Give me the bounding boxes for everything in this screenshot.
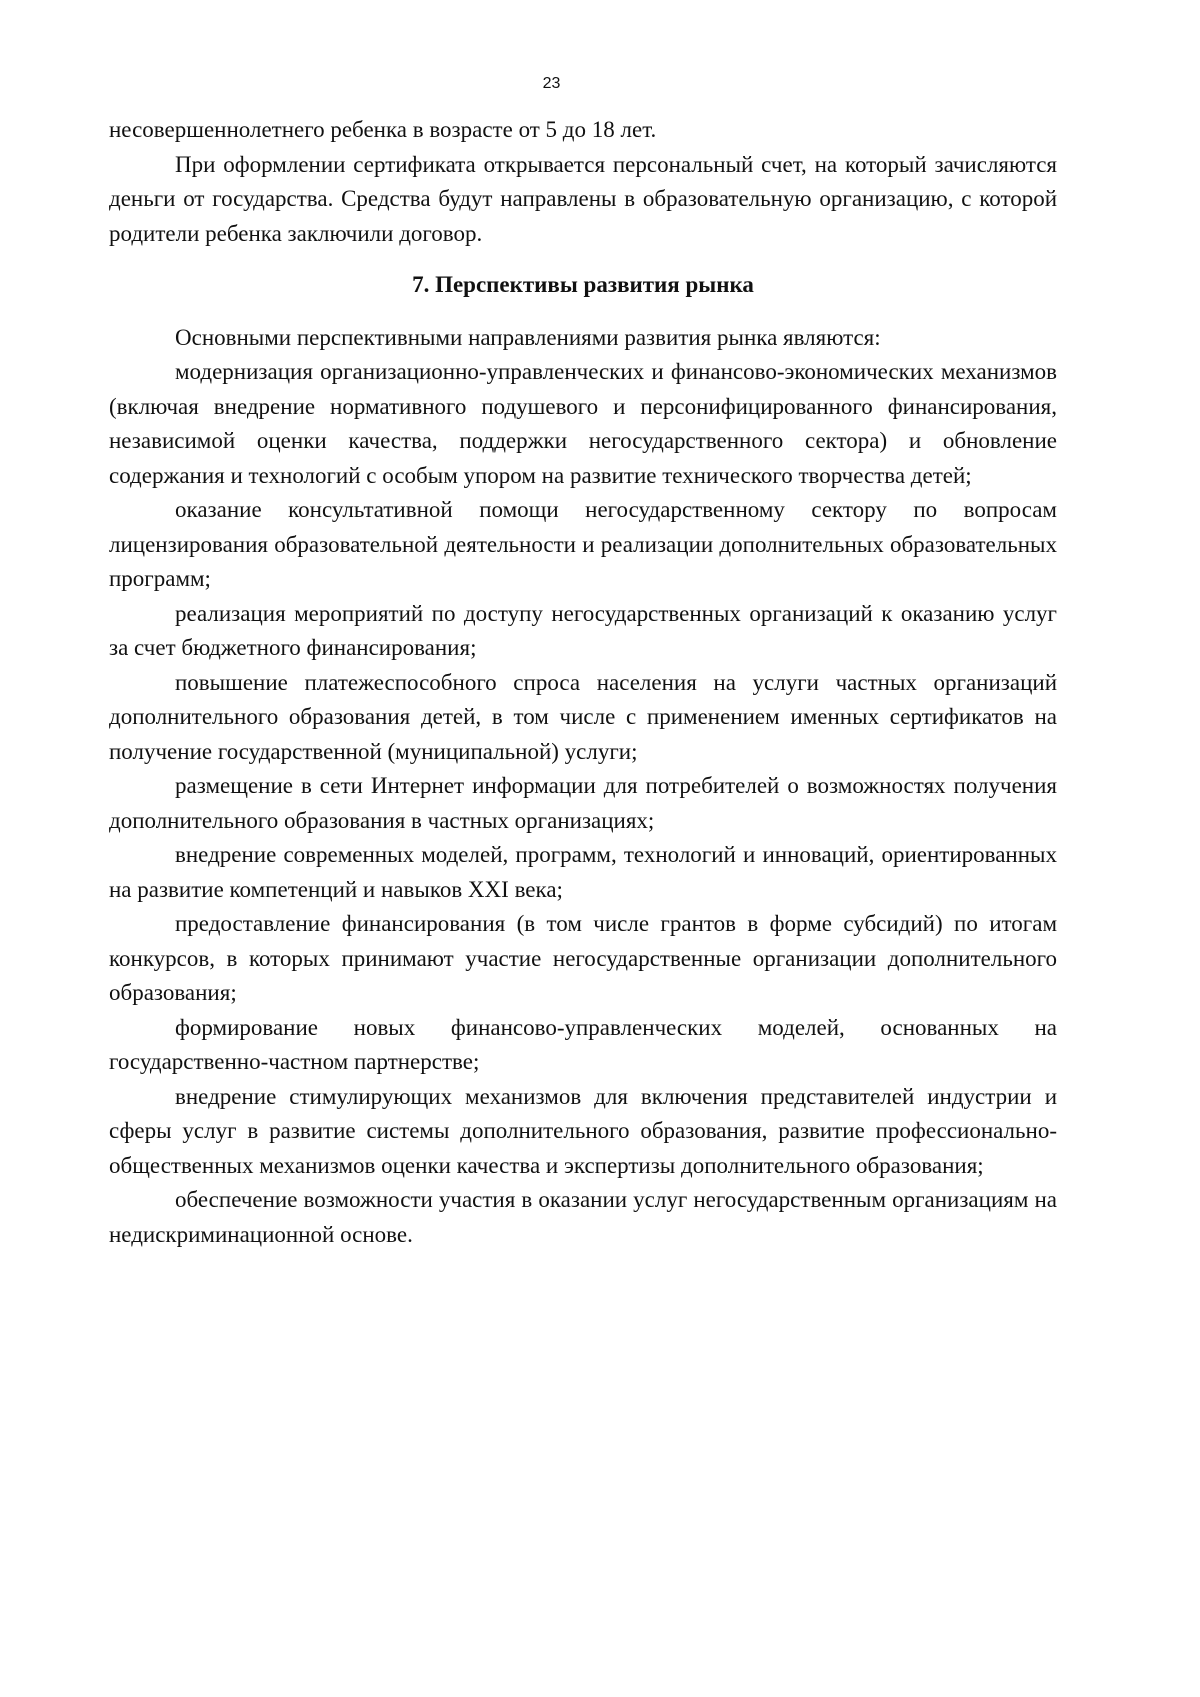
section-lead: Основными перспективными направлениями развития рынка являются: xyxy=(175,324,881,350)
list-item: модернизация организационно-управленческих и финансово-экономических механизмов (включая внедрение нормативного подушевого и персонифицированного финансирования, независимой оценки качества, поддержки негосударственного сектора) и обновление содержания и технологий с особым упором на развитие технического творчества детей; xyxy=(109,359,1057,488)
continuation-paragraph: несовершеннолетнего ребенка в возрасте от 5 до 18 лет. xyxy=(109,117,657,142)
section-heading: 7. Перспективы развития рынка xyxy=(412,272,754,297)
list-item: предоставление финансирования (в том числе грантов в форме субсидий) по итогам конкурсов, в которых принимают участие негосударственные организации дополнительного образования; xyxy=(109,911,1057,1005)
list-item: внедрение современных моделей, программ, технологий и инноваций, ориентированных на развитие компетенций и навыков XXI века; xyxy=(109,842,1057,902)
page-number: 23 xyxy=(542,75,561,92)
list-item: оказание консультативной помощи негосударственному сектору по вопросам лицензирования образовательной деятельности и реализации дополнительных образовательных программ; xyxy=(109,497,1057,591)
list-item: размещение в сети Интернет информации для потребителей о возможностях получения дополнительного образования в частных организациях; xyxy=(109,773,1057,833)
document-body xyxy=(109,113,1057,1252)
list-item: реализация мероприятий по доступу негосударственных организаций к оказанию услуг за счет бюджетного финансирования; xyxy=(109,600,1057,660)
certificate-paragraph: При оформлении сертификата открывается персональный счет, на который зачисляются деньги от государства. Средства будут направлены в образовательную организацию, с которой родители ребенка заключили договор. xyxy=(109,151,1057,246)
list-item: повышение платежеспособного спроса населения на услуги частных организаций дополнительного образования детей, в том числе с применением именных сертификатов на получение государственной (муниципальной) услуги; xyxy=(109,669,1057,764)
list-item: обеспечение возможности участия в оказании услуг негосударственным организациям на недискриминационной основе. xyxy=(109,1187,1057,1247)
list-item: формирование новых финансово-управленческих моделей, основанных на государственно-частном партнерстве; xyxy=(109,1014,1057,1074)
list-item: внедрение стимулирующих механизмов для включения представителей индустрии и сферы услуг в развитие системы дополнительного образования, развитие профессионально-общественных механизмов оценки качества и экспертизы дополнительного образования; xyxy=(109,1083,1057,1178)
